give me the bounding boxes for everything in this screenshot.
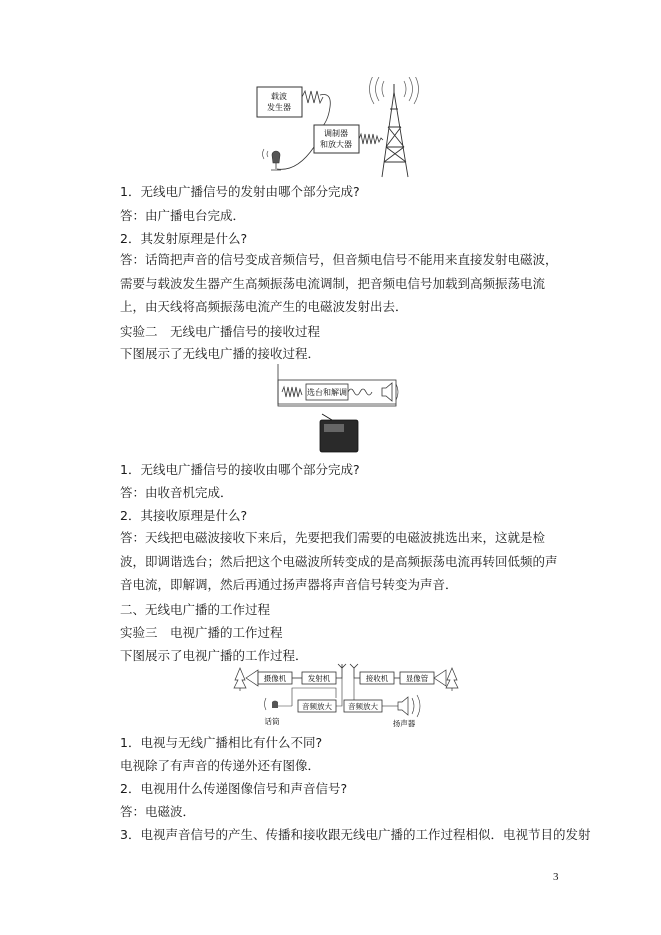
box-tuner: 选台和解调 (307, 388, 347, 397)
figure-tv-broadcast (232, 662, 460, 728)
figure3-caption: 下图展示了电视广播的工作过程． (120, 648, 308, 663)
experiment-2-heading: 实验二 无线电广播信号的接收过程 (120, 324, 321, 339)
svg-text:显像管: 显像管 (405, 674, 429, 683)
svg-text:音频放大: 音频放大 (348, 702, 378, 711)
a1-receive: 答：由收音机完成． (120, 485, 233, 500)
section-2-heading: 二、无线电广播的工作过程 (120, 602, 271, 617)
a2-tv: 答：电磁波． (120, 804, 196, 819)
q2-receive: 2．其接收原理是什么? (120, 508, 248, 523)
q2-transmit: 2．其发射原理是什么? (120, 231, 248, 246)
label-speaker: 扬声器 (392, 719, 416, 728)
page-number: 3 (553, 871, 559, 883)
experiment-3-heading: 实验三 电视广播的工作过程 (120, 625, 283, 640)
figure2-caption: 下图展示了无线电广播的接收过程． (120, 346, 321, 361)
svg-text:音频放大: 音频放大 (302, 702, 332, 711)
a2-receive: 答：天线把电磁波接收下来后，先要把我们需要的电磁波挑选出来，这就是检波，即调谐选台；然后把这个电磁波所转变成的是高频振荡电流再转回低频的声音电流，即解调，然后再通过扬声器将声音信号转变为声音． (120, 530, 558, 592)
q1-tv: 1．电视与无线广播相比有什么不同? (120, 735, 323, 750)
svg-text:发射机: 发射机 (307, 674, 331, 683)
a2-transmit: 答：话筒把声音的信号变成音频信号，但音频电信号不能用来直接发射电磁波，需要与载波发生器产生高频振荡电流调制，把音频电信号加载到高频振荡电流上，由天线将高频振荡电流产生的电磁波发射出去． (120, 252, 558, 314)
svg-text:接收机: 接收机 (365, 674, 389, 683)
q1-receive: 1．无线电广播信号的接收由哪个部分完成? (120, 462, 360, 477)
figure-radio-transmission (252, 77, 422, 182)
q3-tv: 3．电视声音信号的产生、传播和接收跟无线电广播的工作过程相似．电视节目的发射 (120, 827, 591, 842)
svg-text:发生器: 发生器 (267, 103, 291, 112)
q2-tv: 2．电视用什么传递图像信号和声音信号? (120, 781, 348, 796)
figure-radio-receiving (270, 362, 410, 457)
svg-text:摄像机: 摄像机 (263, 674, 287, 683)
q1-transmit: 1．无线电广播信号的发射由哪个部分完成? (120, 184, 360, 199)
a1-tv: 电视除了有声音的传递外还有图像． (120, 758, 321, 773)
svg-text:调制器: 调制器 (324, 129, 348, 138)
label-microphone: 话筒 (264, 717, 280, 726)
svg-text:和放大器: 和放大器 (320, 140, 352, 149)
box-carrier-generator: 载波 (271, 92, 287, 101)
a1-transmit: 答：由广播电台完成． (120, 208, 246, 223)
